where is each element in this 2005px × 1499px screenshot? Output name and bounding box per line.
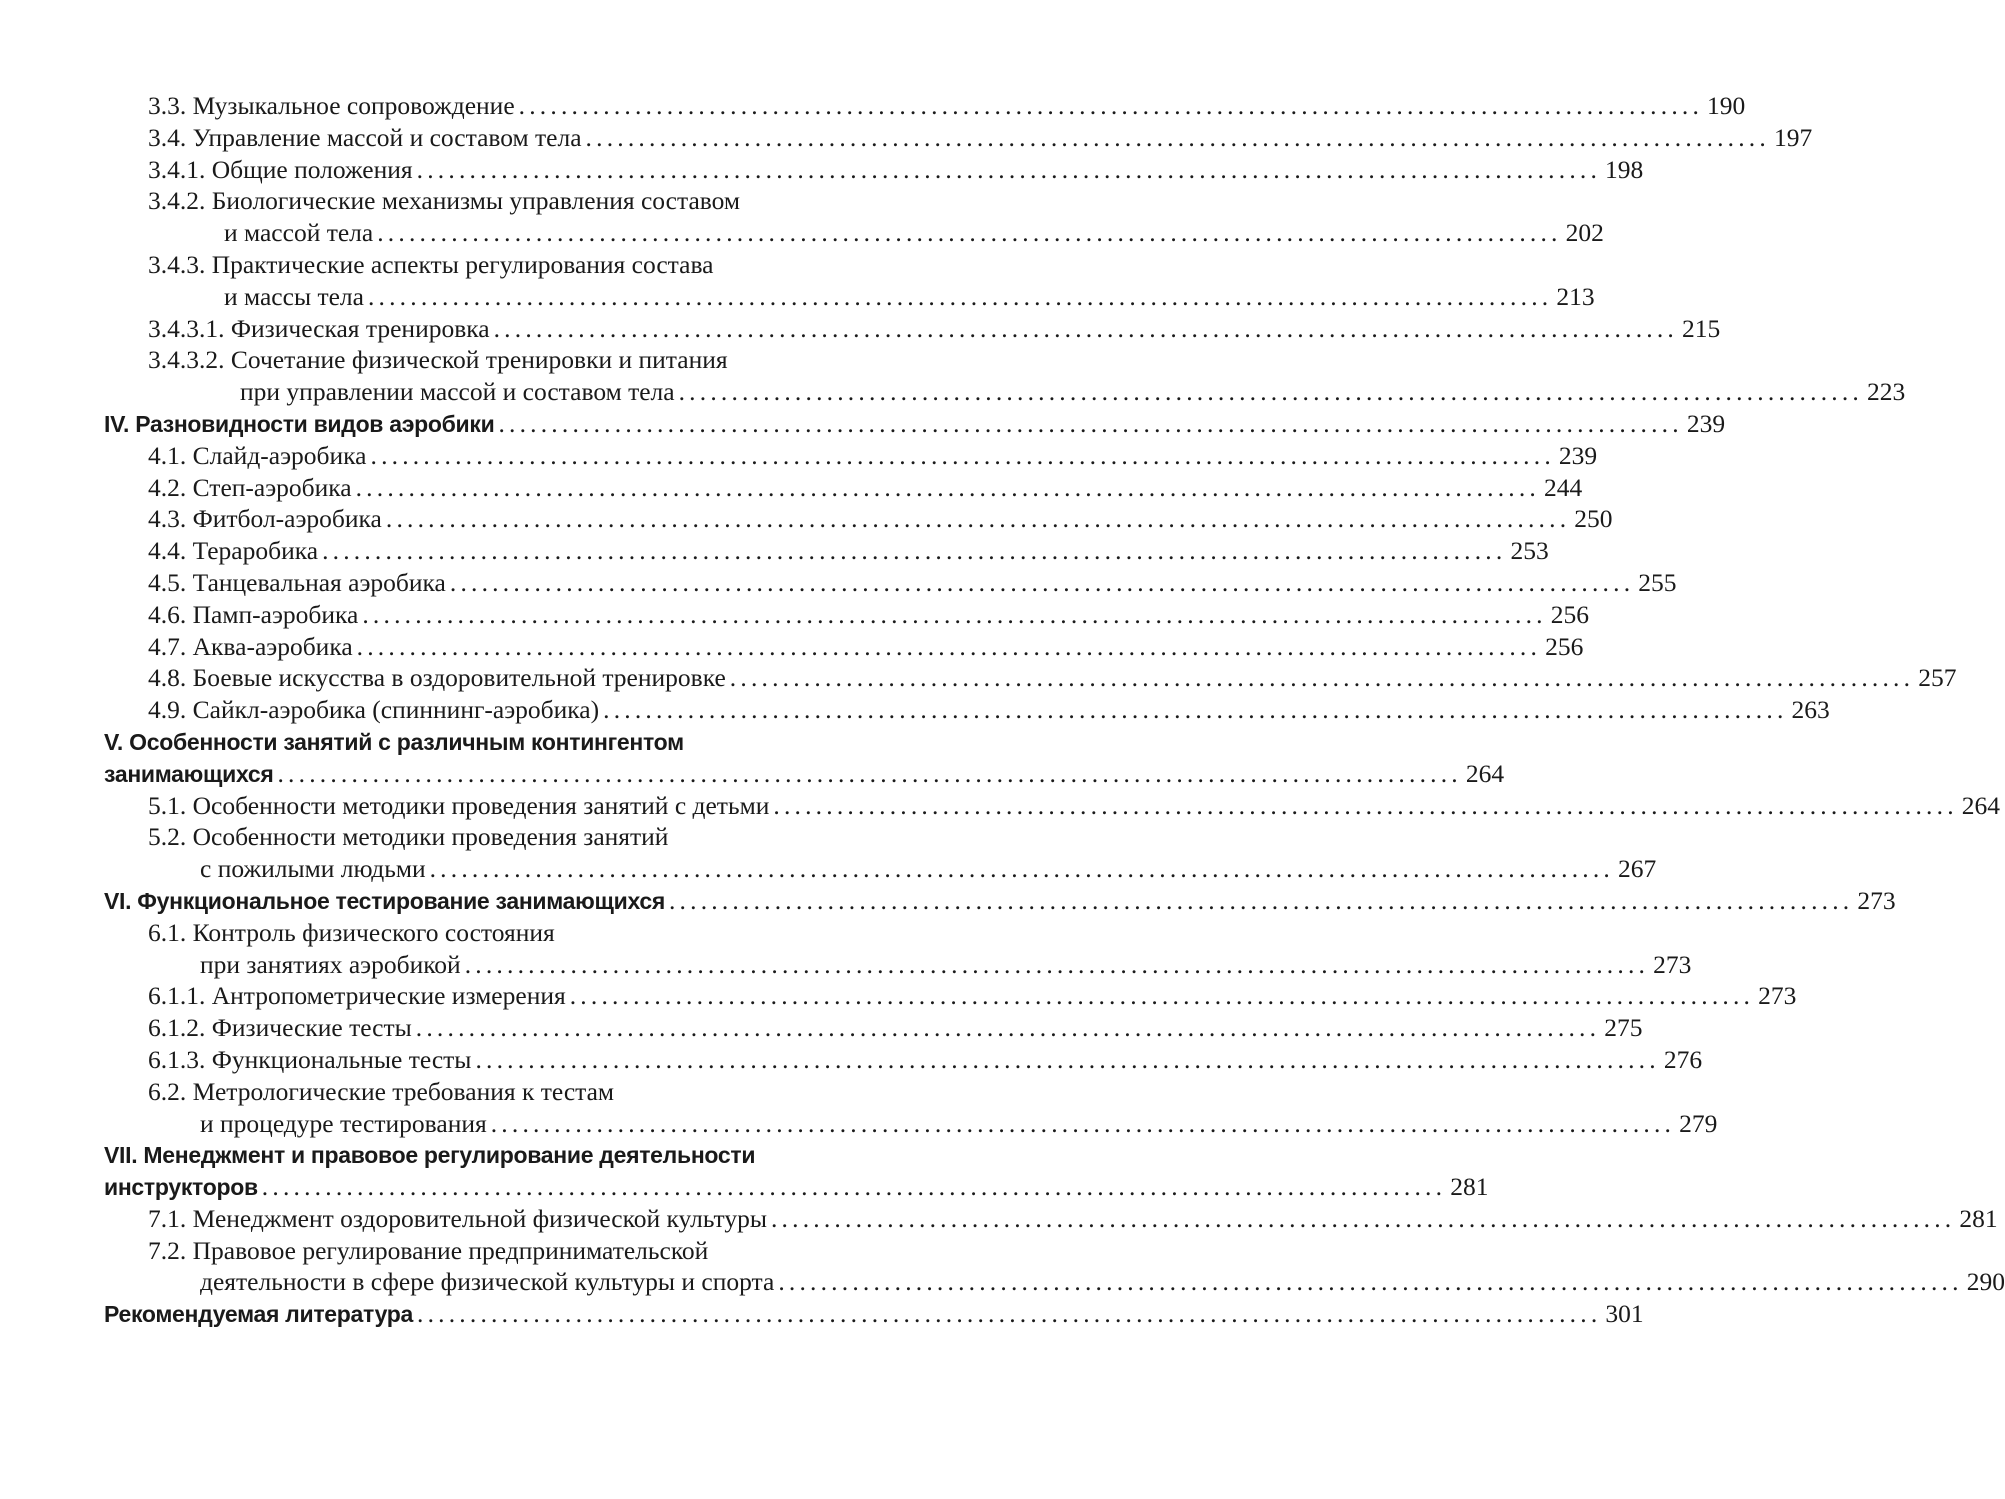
dot-leader: ................................................................................................................ (773, 790, 1958, 820)
dot-leader: ................................................................................................................ (498, 408, 1683, 438)
toc-entry-label: 6.1.3. Функциональные тесты (148, 1044, 472, 1074)
toc-entry-label: 7.2. Правовое регулирование предпринимательской (148, 1235, 709, 1265)
toc-entry[interactable] (104, 980, 1797, 1012)
toc-page-number: 273 (1653, 949, 1692, 979)
toc-entry-label: 5.2. Особенности методики проведения занятий (148, 822, 669, 852)
toc-entry[interactable] (104, 440, 1598, 472)
toc-page-number: 279 (1679, 1108, 1718, 1138)
toc-entry[interactable] (104, 122, 1813, 154)
dot-leader: ................................................................................................................ (377, 218, 1562, 248)
toc-page-number: 256 (1550, 599, 1589, 629)
dot-leader: ................................................................................................................ (475, 1044, 1660, 1074)
dot-leader: ................................................................................................................ (493, 313, 1678, 343)
toc-page-number: 301 (1605, 1299, 1644, 1329)
toc-page-number: 275 (1604, 1013, 1643, 1043)
toc-entry-label: 4.6. Памп-аэробика (148, 599, 359, 629)
toc-entry-first-line[interactable] (104, 917, 910, 949)
toc-chapter-continuation[interactable] (104, 758, 1505, 790)
toc-entry-continuation[interactable] (104, 949, 1692, 981)
toc-entry-label: 3.4.3.2. Сочетание физической тренировки и питания (148, 345, 728, 375)
toc-entry-label: и массой тела (224, 218, 374, 248)
dot-leader: ................................................................................................................ (416, 154, 1602, 184)
dot-leader: ................................................................................................................ (277, 758, 1462, 788)
toc-page-number: 255 (1638, 567, 1677, 597)
toc-entry-continuation[interactable] (104, 281, 1595, 313)
toc-page-number: 215 (1682, 313, 1721, 343)
toc-entry-continuation[interactable] (104, 853, 1657, 885)
toc-page-number: 263 (1791, 695, 1830, 725)
toc-entry[interactable] (104, 503, 1613, 535)
toc-entry-continuation[interactable] (104, 1108, 1718, 1140)
toc-page-number: 244 (1544, 472, 1583, 502)
toc-entry[interactable] (104, 313, 1721, 345)
dot-leader: ................................................................................................................ (490, 1108, 1676, 1138)
toc-entry[interactable] (104, 472, 1583, 504)
dot-leader: ................................................................................................................ (367, 281, 1553, 311)
toc-page-number: 239 (1686, 408, 1726, 438)
toc-page-number: 190 (1707, 91, 1746, 120)
toc-page-number: 276 (1663, 1044, 1703, 1074)
dot-leader: ................................................................................................................ (355, 472, 1541, 502)
toc-entry[interactable] (104, 662, 1957, 694)
toc-page-number: 250 (1574, 504, 1613, 534)
toc-chapter[interactable] (104, 1298, 1644, 1330)
toc-page-number: 223 (1867, 377, 1906, 407)
dot-leader: ................................................................................................................ (449, 567, 1635, 597)
toc-chapter-label: VI. Функциональное тестирование занимающихся (104, 887, 665, 914)
toc-page-number: 273 (1857, 885, 1896, 915)
toc-page-number: 264 (1465, 758, 1505, 788)
dot-leader: ................................................................................................................ (417, 1299, 1602, 1329)
toc-entry-label: 6.1. Контроль физического состояния (148, 917, 555, 947)
table-of-contents (104, 90, 2005, 1330)
dot-leader: ................................................................................................................ (585, 122, 1770, 152)
toc-page-number: 256 (1545, 631, 1584, 661)
toc-chapter-label: VII. Менеджмент и правовое регулирование деятельности (104, 1142, 756, 1169)
toc-entry-label: 4.2. Степ-аэробика (148, 472, 352, 502)
toc-entry-first-line[interactable] (104, 344, 910, 376)
toc-page-number: 281 (1450, 1172, 1489, 1202)
toc-chapter[interactable] (104, 408, 1726, 440)
toc-entry-label: 4.5. Танцевальная аэробика (148, 567, 446, 597)
toc-entry-label: с пожилыми людьми (200, 854, 426, 884)
toc-entry-label: 3.4.2. Биологические механизмы управления составом (148, 186, 741, 216)
toc-entry[interactable] (104, 1012, 1643, 1044)
toc-entry-label: при управлении массой и составом тела (240, 377, 675, 407)
toc-entry-first-line[interactable] (104, 249, 910, 281)
dot-leader: ................................................................................................................ (356, 631, 1542, 661)
toc-entry-label: 5.1. Особенности методики проведения занятий с детьми (148, 790, 770, 820)
dot-leader: ................................................................................................................ (385, 504, 1571, 534)
toc-entry[interactable] (104, 790, 2001, 822)
dot-leader: ................................................................................................................ (569, 981, 1755, 1011)
toc-entry-label: 7.1. Менеджмент оздоровительной физической культуры (148, 1203, 767, 1233)
toc-page-number: 197 (1773, 122, 1813, 152)
toc-page-number: 253 (1510, 536, 1549, 566)
toc-page-number: 290 (1966, 1267, 2005, 1297)
toc-chapter-first-line[interactable] (104, 1139, 910, 1171)
toc-entry-first-line[interactable] (104, 1076, 910, 1108)
toc-chapter-continuation[interactable] (104, 1171, 1489, 1203)
toc-entry[interactable] (104, 631, 1584, 663)
toc-chapter-label: V. Особенности занятий с различным контингентом (104, 728, 684, 755)
dot-leader: ................................................................................................................ (464, 949, 1650, 979)
toc-entry-first-line[interactable] (104, 185, 910, 217)
dot-leader: ................................................................................................................ (770, 1203, 1956, 1233)
dot-leader: ................................................................................................................ (322, 536, 1507, 566)
toc-entry[interactable] (104, 599, 1589, 631)
toc-page-number: 202 (1565, 218, 1604, 248)
toc-chapter-label: Рекомендуемая литература (104, 1301, 413, 1328)
toc-page-number: 281 (1959, 1203, 1998, 1233)
toc-entry[interactable] (104, 90, 1746, 122)
toc-page-number: 198 (1605, 154, 1644, 184)
dot-leader: ................................................................................................................ (729, 663, 1915, 693)
toc-entry-label: 4.8. Боевые искусства в оздоровительной тренировке (148, 663, 726, 693)
dot-leader: ................................................................................................................ (362, 599, 1547, 629)
toc-entry-label: 4.3. Фитбол-аэробика (148, 504, 382, 534)
toc-entry[interactable] (104, 1203, 1998, 1235)
dot-leader: ................................................................................................................ (370, 440, 1555, 470)
toc-entry[interactable] (104, 567, 1677, 599)
toc-chapter-label: IV. Разновидности видов аэробики (104, 410, 495, 437)
toc-page-number: 267 (1618, 854, 1657, 884)
toc-entry-label: 4.7. Аква-аэробика (148, 631, 353, 661)
toc-entry-label: при занятиях аэробикой (200, 949, 461, 979)
toc-page-number: 213 (1556, 281, 1595, 311)
toc-page-number: 239 (1558, 440, 1598, 470)
toc-entry-label: и процедуре тестирования (200, 1108, 487, 1138)
dot-leader: ................................................................................................................ (518, 91, 1704, 120)
toc-entry-label: 4.9. Сайкл-аэробика (спиннинг-аэробика) (148, 695, 600, 725)
toc-entry-label: и массы тела (224, 281, 364, 311)
dot-leader: ................................................................................................................ (261, 1172, 1447, 1202)
toc-entry[interactable] (104, 535, 1549, 567)
toc-chapter-label: занимающихся (104, 760, 274, 787)
toc-entry-label: 3.4.3. Практические аспекты регулирования состава (148, 249, 714, 279)
toc-chapter-label: инструкторов (104, 1174, 258, 1201)
toc-entry-label: 6.1.1. Антропометрические измерения (148, 981, 566, 1011)
toc-entry[interactable] (104, 154, 1644, 186)
dot-leader: ................................................................................................................ (415, 1013, 1601, 1043)
toc-entry-label: 3.3. Музыкальное сопровождение (148, 91, 515, 120)
dot-leader: ................................................................................................................ (778, 1267, 1963, 1297)
toc-page-number: 273 (1758, 981, 1797, 1011)
toc-entry-label: 3.4.3.1. Физическая тренировка (148, 313, 490, 343)
dot-leader: ................................................................................................................ (603, 695, 1788, 725)
toc-page-number: 257 (1918, 663, 1957, 693)
toc-entry-label: 6.1.2. Физические тесты (148, 1013, 412, 1043)
toc-entry-first-line[interactable] (104, 1235, 910, 1267)
toc-entry-label: 4.1. Слайд-аэробика (148, 440, 367, 470)
toc-entry-label: 3.4.1. Общие положения (148, 154, 413, 184)
toc-entry-continuation[interactable] (104, 376, 1906, 408)
toc-entry[interactable] (104, 694, 1830, 726)
toc-entry-continuation[interactable] (104, 217, 1604, 249)
toc-entry-label: 3.4. Управление массой и составом тела (148, 122, 582, 152)
toc-chapter-first-line[interactable] (104, 726, 910, 758)
dot-leader: ................................................................................................................ (668, 885, 1854, 915)
toc-entry-continuation[interactable] (104, 1266, 2005, 1298)
toc-entry-label: 4.4. Тераробика (148, 536, 319, 566)
dot-leader: ................................................................................................................ (678, 377, 1864, 407)
toc-chapter[interactable] (104, 885, 1896, 917)
toc-entry-label: 6.2. Метрологические требования к тестам (148, 1076, 615, 1106)
toc-page-number: 264 (1961, 790, 2001, 820)
dot-leader: ................................................................................................................ (429, 854, 1615, 884)
toc-entry-first-line[interactable] (104, 821, 910, 853)
toc-entry[interactable] (104, 1044, 1703, 1076)
toc-entry-label: деятельности в сфере физической культуры и спорта (200, 1267, 775, 1297)
